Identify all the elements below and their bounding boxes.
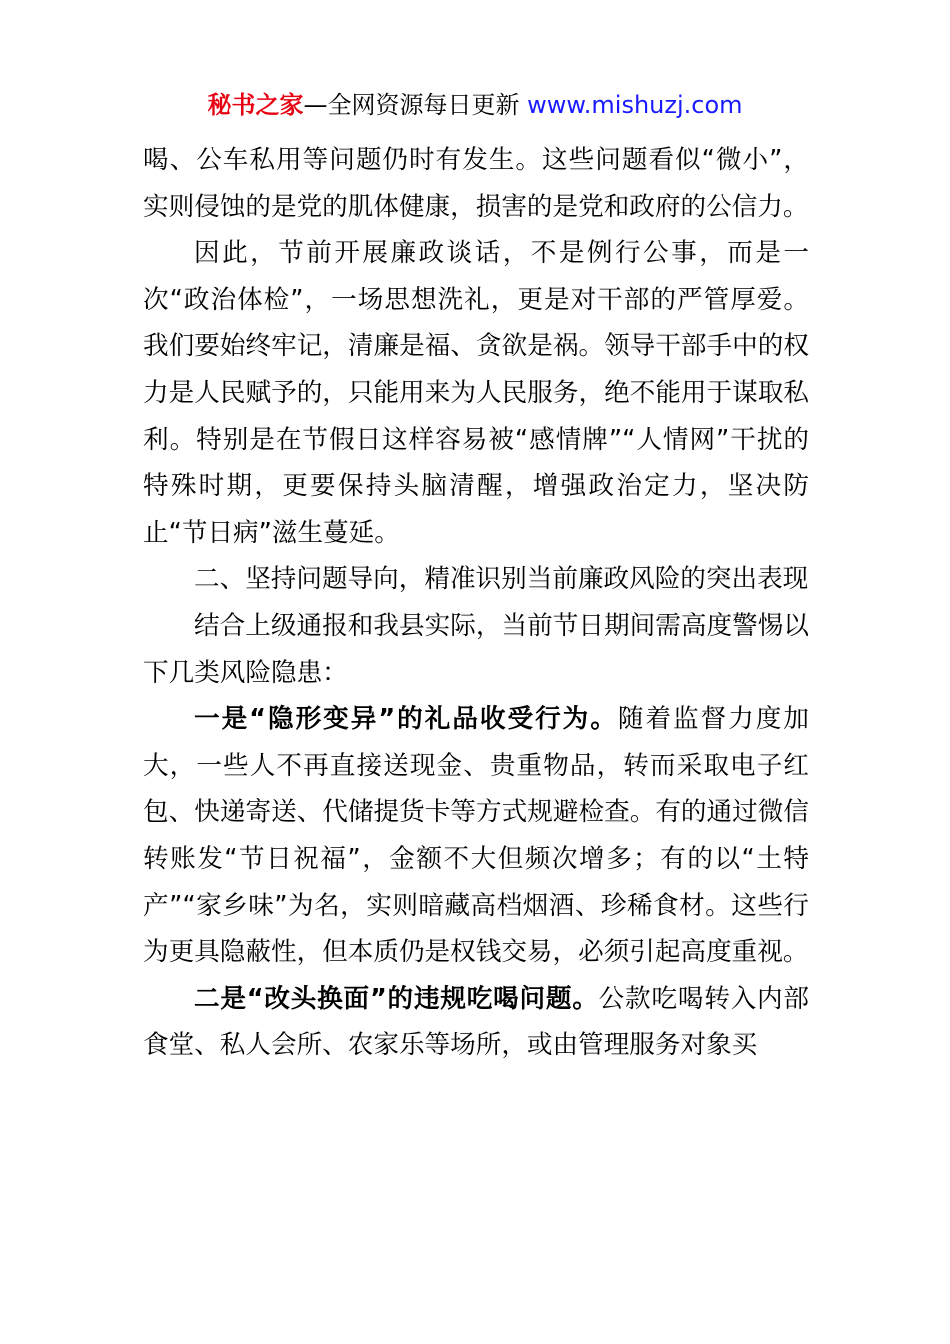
brand-name: 秘书之家 <box>207 91 304 119</box>
paragraph-continuation: 喝、公车私用等问题仍时有发生。这些问题看似“微小”，实则侵蚀的是党的肌体健康，损害的是党和政府的公信力。 <box>143 145 809 222</box>
page-header <box>0 88 950 122</box>
paragraph-risk-dining <box>143 976 809 1069</box>
header-url-link[interactable]: www.mishuzj.com <box>527 91 743 119</box>
risk-dining-lead: 二是“改头换面”的违规吃喝问题。 <box>194 983 599 1014</box>
risk-gifts-text: 随着监督力度加大，一些人不再直接送现金、贵重物品，转而采取电子红包、快递寄送、代储提货卡等方式规避检查。有的通过微信转账发“节日祝福”，金额不大但频次增多；有的以“土特产”“家乡味”为名，实则暗藏高档烟酒、珍稀食材。这些行为更具隐蔽性，但本质仍是权钱交易，必须引起高度重视。 <box>143 704 809 968</box>
paragraph-risk-intro: 结合上级通报和我县实际，当前节日期间需高度警惕以下几类风险隐患： <box>143 610 809 688</box>
paragraph-risk-gifts <box>143 696 809 976</box>
risk-dining-text: 公款吃喝转入内部食堂、私人会所、农家乐等场所，或由管理服务对象买 <box>143 983 809 1061</box>
document-body <box>143 137 809 1069</box>
section-heading-2: 二、坚持问题导向，精准识别当前廉政风险的突出表现 <box>194 564 809 595</box>
paragraph-political-checkup: 因此，节前开展廉政谈话，不是例行公事，而是一次“政治体检”，一场思想洗礼，更是对干部的严管厚爱。我们要始终牢记，清廉是福、贪欲是祸。领导干部手中的权力是人民赋予的，只能用来为人民服务，绝不能用于谋取私利。特别是在节假日这样容易被“感情牌”“人情网”干扰的特殊时期，更要保持头脑清醒，增强政治定力，坚决防止“节日病”滋生蔓延。 <box>143 238 809 548</box>
risk-gifts-lead: 一是“隐形变异”的礼品收受行为。 <box>194 704 618 735</box>
header-slogan: —全网资源每日更新 <box>303 91 520 119</box>
